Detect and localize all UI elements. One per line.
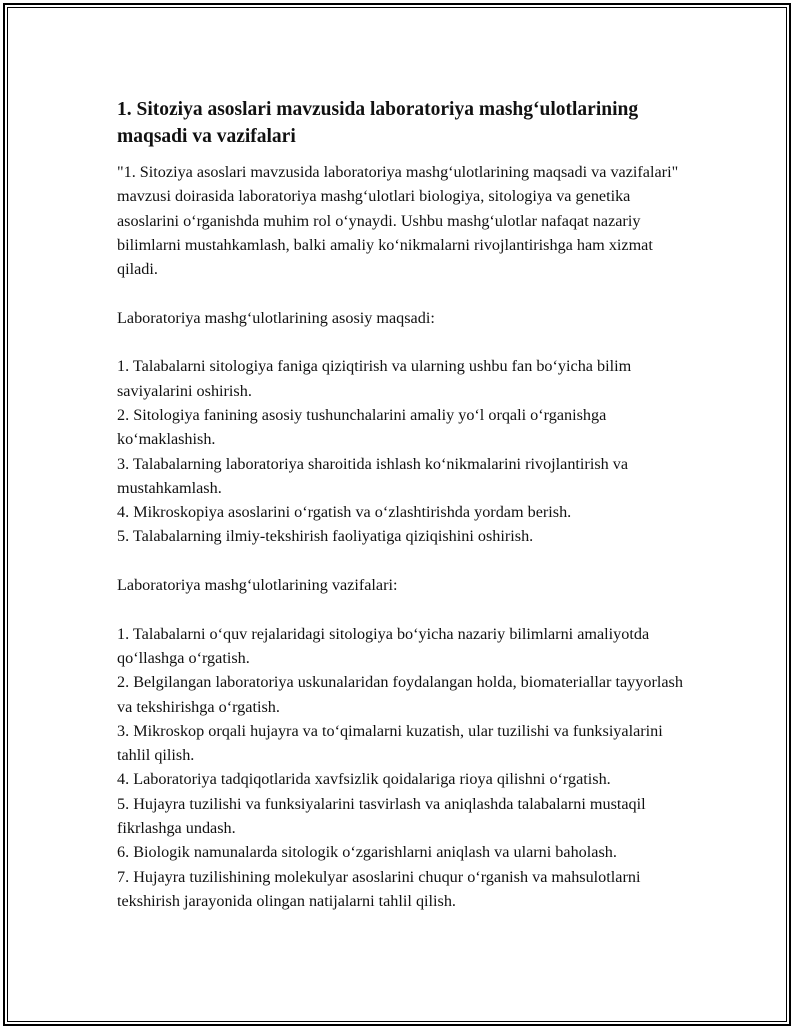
task-item: 6. Biologik namunalarda sitologik o‘zgarishlarni aniqlash va ularni baholash.	[117, 843, 617, 862]
task-item: 7. Hujayra tuzilishining molekulyar asoslarini chuqur o‘rganish va mahsulotlarni tekshirish jarayonida olingan natijalarni tahlil qilish.	[117, 867, 641, 910]
tasks-list	[117, 622, 692, 914]
spacer	[117, 549, 692, 573]
task-item: 5. Hujayra tuzilishi va funksiyalarini tasvirlash va aniqlashda talabalarni mustaqil fikrlashga undash.	[117, 794, 646, 838]
task-item: 4. Laboratoriya tadqiqotlarida xavfsizlik qoidalariga rioya qilishni o‘rgatish.	[117, 770, 611, 789]
spacer	[117, 330, 692, 354]
intro-paragraph: "1. Sitoziya asoslari mavzusida laboratoriya mashg‘ulotlarining maqsadi va vazifalari" mavzusi doirasida laboratoriya mashg‘ulotlari biologiya, sitologiya va genetika asoslarini o‘rganishda muhim rol o‘ynaydi. Ushbu mashg‘ulotlar nafaqat nazariy bilimlarni mustahkamlash, balki amaliy ko‘nikmalarni rivojlantirishga ham xizmat qiladi.	[117, 163, 679, 279]
spacer	[117, 597, 692, 621]
goal-item: 5. Talabalarning ilmiy-tekshirish faoliyatiga qiziqishini oshirish.	[117, 527, 534, 546]
task-item: 2. Belgilangan laboratoriya uskunalaridan foydalangan holda, biomateriallar tayyorlash va tekshirishga o‘rgatish.	[117, 673, 683, 716]
goals-title: Laboratoriya mashg‘ulotlarining asosiy maqsadi:	[117, 308, 435, 327]
spacer	[117, 281, 692, 305]
document-heading: 1. Sitoziya asoslari mavzusida laboratoriya mashg‘ulotlarining maqsadi va vazifalari	[117, 99, 639, 147]
goal-item: 1. Talabalarni sitologiya faniga qiziqtirish va ularning ushbu fan bo‘yicha bilim saviyalarini oshirish.	[117, 357, 632, 400]
goal-item: 2. Sitologiya fanining asosiy tushunchalarini amaliy yo‘l orqali o‘rganishga ko‘maklashish.	[117, 405, 607, 449]
goal-item: 4. Mikroskopiya asoslarini o‘rgatish va o‘zlashtirishda yordam berish.	[117, 503, 572, 522]
goal-item: 3. Talabalarning laboratoriya sharoitida ishlash ko‘nikmalarini rivojlantirish va mustahkamlash.	[117, 454, 629, 497]
tasks-title: Laboratoriya mashg‘ulotlarining vazifalari:	[117, 576, 398, 595]
task-item: 1. Talabalarni o‘quv rejalaridagi sitologiya bo‘yicha nazariy bilimlarni amaliyotda qo‘llashga o‘rgatish.	[117, 624, 650, 667]
goals-list	[117, 354, 692, 548]
document-body	[117, 96, 692, 913]
task-item: 3. Mikroskop orqali hujayra va to‘qimalarni kuzatish, ular tuzilishi va funksiyalarini tahlil qilish.	[117, 721, 663, 765]
